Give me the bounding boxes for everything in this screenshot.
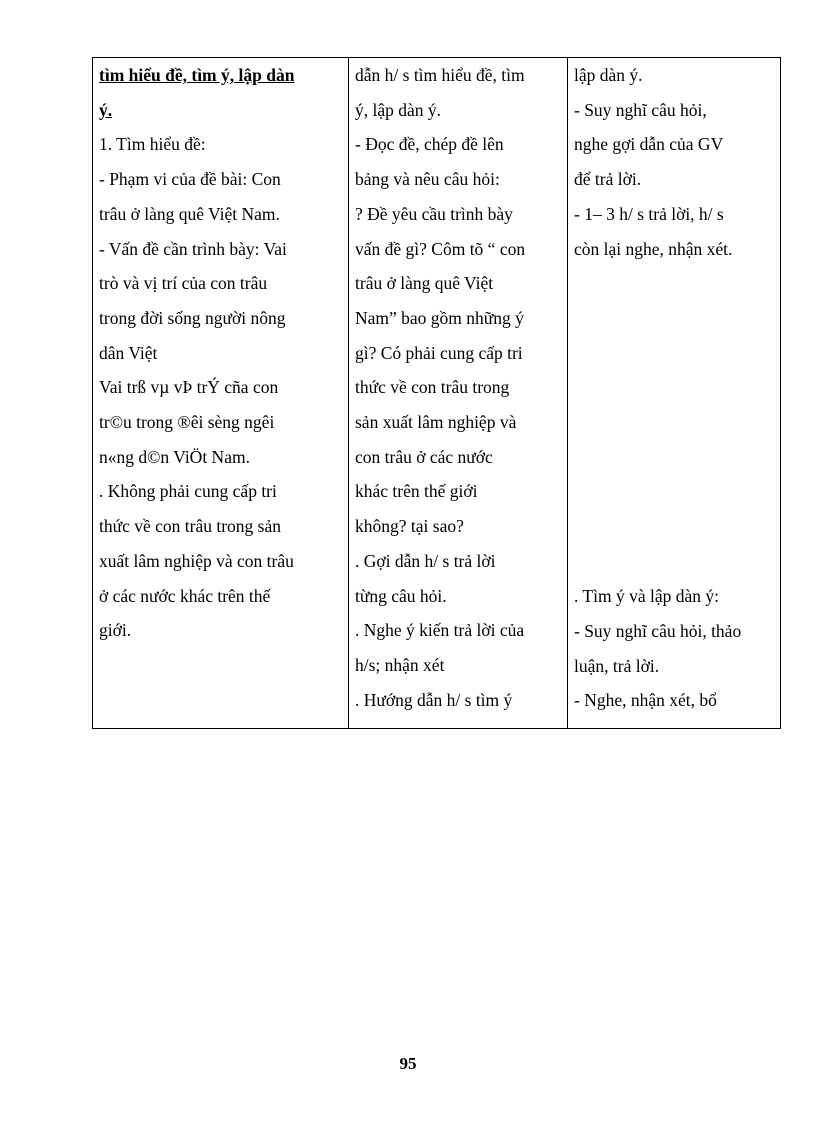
text-line: - Vấn đề cần trình bày: Vai — [99, 238, 287, 259]
text-line: ở các nước khác trên thế — [99, 585, 271, 606]
text-line: tìm hiểu đề, tìm ý, lập dàn — [99, 65, 295, 85]
text-line: con trâu ở các nước — [355, 446, 493, 467]
student-activity-top — [574, 58, 774, 266]
text-line: dân Việt — [99, 342, 158, 363]
text-line: nghe gợi dẫn của GV — [574, 134, 724, 155]
text-line: còn lại nghe, nhận xét. — [574, 238, 733, 259]
text-line: - 1– 3 h/ s trả lời, h/ s — [574, 203, 724, 224]
lesson-table — [92, 57, 781, 729]
text-line: . Hướng dẫn h/ s tìm ý — [355, 689, 513, 710]
text-line: 1. Tìm hiểu đề: — [99, 134, 206, 155]
text-line: trong đời sống người nông — [99, 307, 286, 328]
text-line: . Nghe ý kiến trả lời của — [355, 620, 525, 641]
teacher-activity-column — [349, 58, 568, 729]
text-line: - Suy nghĩ câu hỏi, — [574, 99, 707, 120]
text-line: từng câu hỏi. — [355, 585, 447, 606]
text-line: ý, lập dàn ý. — [355, 99, 442, 120]
text-line: - Đọc đề, chép đề lên — [355, 134, 504, 155]
student-activity-bottom — [574, 579, 774, 718]
text-line: khác trên thế giới — [355, 481, 478, 502]
text-line: ý. — [99, 99, 113, 120]
text-line: - Nghe, nhận xét, bổ — [574, 690, 717, 711]
content-column — [93, 58, 349, 729]
text-line: lập dàn ý. — [574, 65, 643, 85]
student-activity-column — [568, 58, 781, 729]
text-line: vấn đề gì? Côm tõ “ con — [355, 238, 526, 259]
text-line: sản xuất lâm nghiệp và — [355, 412, 517, 433]
text-line: tr©u trong ®êi sèng ngêi — [99, 412, 275, 433]
text-line: - Suy nghĩ câu hỏi, thảo — [574, 620, 742, 641]
text-line: không? tại sao? — [355, 516, 464, 537]
text-line: trâu ở làng quê Việt — [355, 273, 494, 294]
text-line: . Gợi dẫn h/ s trả lời — [355, 550, 496, 571]
page-number: 95 — [399, 1054, 417, 1073]
text-line: thức về con trâu trong — [355, 377, 510, 398]
column-gap — [574, 266, 774, 579]
text-line: . Tìm ý và lập dàn ý: — [574, 586, 719, 607]
text-line: ? Đề yêu cầu trình bày — [355, 203, 513, 224]
text-line: trâu ở làng quê Việt Nam. — [99, 203, 280, 224]
text-line: trò và vị trí của con trâu — [99, 273, 268, 294]
text-line: luận, trả lời. — [574, 655, 660, 676]
text-line: xuất lâm nghiệp và con trâu — [99, 550, 294, 571]
text-line: dẫn h/ s tìm hiểu đề, tìm — [355, 65, 525, 85]
text-line: . Không phải cung cấp tri — [99, 481, 277, 502]
text-line: n«ng d©n ViÖt Nam. — [99, 446, 250, 467]
text-line: - Phạm vi của đề bài: Con — [99, 169, 281, 190]
text-line: giới. — [99, 620, 132, 641]
text-line: h/s; nhận xét — [355, 654, 445, 675]
text-line: bảng và nêu câu hỏi: — [355, 169, 500, 190]
table-row — [93, 58, 781, 729]
text-line: Vai trß vµ vÞ trÝ cña con — [99, 377, 279, 398]
text-line: để trả lời. — [574, 169, 642, 190]
text-line: thức về con trâu trong sản — [99, 516, 281, 537]
text-line: Nam” bao gồm những ý — [355, 307, 524, 328]
text-line: gì? Có phải cung cấp tri — [355, 342, 523, 363]
